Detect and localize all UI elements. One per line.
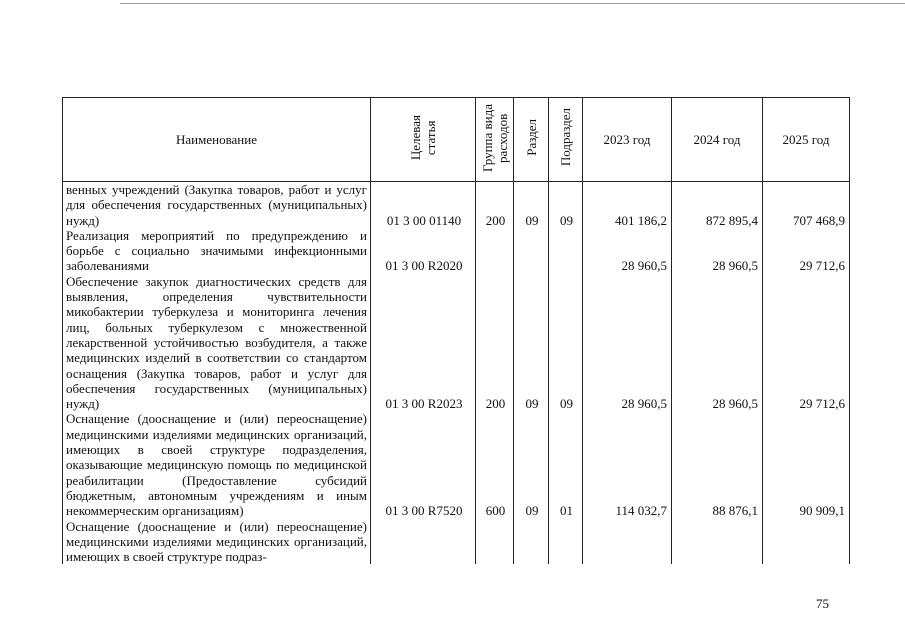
- header-name: Наименование: [63, 98, 371, 182]
- header-2024: 2024 год: [672, 98, 763, 182]
- header-2025: 2025 год: [763, 98, 850, 182]
- header-2023: 2023 год: [583, 98, 672, 182]
- row-code: 01 3 00 R2023: [371, 274, 476, 412]
- page-number: 75: [816, 596, 829, 611]
- row-code: 01 3 00 R2020: [371, 228, 476, 274]
- row-subsection: 01: [549, 411, 583, 518]
- row-2024: 88 876,1: [672, 411, 763, 518]
- row-name: венных учреждений (Закупка товаров, работ и услуг для обеспечения государственных (муниципальных) нужд): [63, 182, 371, 228]
- row-subsection: 09: [549, 182, 583, 228]
- row-2025: 707 468,9: [763, 182, 850, 228]
- row-2024: 28 960,5: [672, 274, 763, 412]
- row-2025: 29 712,6: [763, 274, 850, 412]
- header-target: Целевая статья: [371, 98, 476, 182]
- table-row: [63, 519, 850, 565]
- row-name: Оснащение (дооснащение и (или) переоснащение) медицинскими изделиями медицинских организаций, имеющих в своей структуре подраз-: [63, 519, 371, 565]
- row-code: [371, 519, 476, 565]
- row-group: [476, 228, 514, 274]
- row-2023: [583, 519, 672, 565]
- row-group: [476, 519, 514, 565]
- row-section: 09: [514, 411, 549, 518]
- row-group: 200: [476, 274, 514, 412]
- header-section: Раздел: [514, 98, 549, 182]
- row-code: 01 3 00 R7520: [371, 411, 476, 518]
- row-name: Оснащение (дооснащение и (или) переоснащение) медицинскими изделиями медицинских организаций, имеющих в своей структуре подразделения, оказывающие медицинскую помощь по медицинской реабилитации (Предоставление субсидий бюджетным, автономным учреждениям и иным некоммерческим организациям): [63, 411, 371, 518]
- table-row: [63, 411, 850, 518]
- row-2023: 401 186,2: [583, 182, 672, 228]
- table-header-row: [63, 98, 850, 182]
- row-2023: 28 960,5: [583, 274, 672, 412]
- header-group: Группа вида расходов: [476, 98, 514, 182]
- row-2024: 28 960,5: [672, 228, 763, 274]
- row-group: 200: [476, 182, 514, 228]
- row-section: 09: [514, 274, 549, 412]
- row-name: Реализация мероприятий по предупреждению и борьбе с социально значимыми инфекционными заболеваниями: [63, 228, 371, 274]
- table-row: [63, 274, 850, 412]
- row-subsection: [549, 519, 583, 565]
- row-2024: [672, 519, 763, 565]
- top-rule: [120, 3, 905, 4]
- budget-table: [62, 97, 849, 564]
- row-group: 600: [476, 411, 514, 518]
- row-section: 09: [514, 182, 549, 228]
- row-2025: 29 712,6: [763, 228, 850, 274]
- table-row: [63, 182, 850, 228]
- row-subsection: 09: [549, 274, 583, 412]
- row-2024: 872 895,4: [672, 182, 763, 228]
- row-2023: 28 960,5: [583, 228, 672, 274]
- row-name: Обеспечение закупок диагностических средств для выявления, определения чувствительности микобактерии туберкулеза и мониторинга лечения лиц, больных туберкулезом с множественной лекарственной устойчивостью возбудителя, а также медицинских изделий в соответствии со стандартом оснащения (Закупка товаров, работ и услуг для обеспечения государственных (муниципальных) нужд): [63, 274, 371, 412]
- row-2023: 114 032,7: [583, 411, 672, 518]
- row-section: [514, 519, 549, 565]
- row-code: 01 3 00 01140: [371, 182, 476, 228]
- row-subsection: [549, 228, 583, 274]
- header-subsection: Подраздел: [549, 98, 583, 182]
- row-2025: 90 909,1: [763, 411, 850, 518]
- row-section: [514, 228, 549, 274]
- table-row: [63, 228, 850, 274]
- row-2025: [763, 519, 850, 565]
